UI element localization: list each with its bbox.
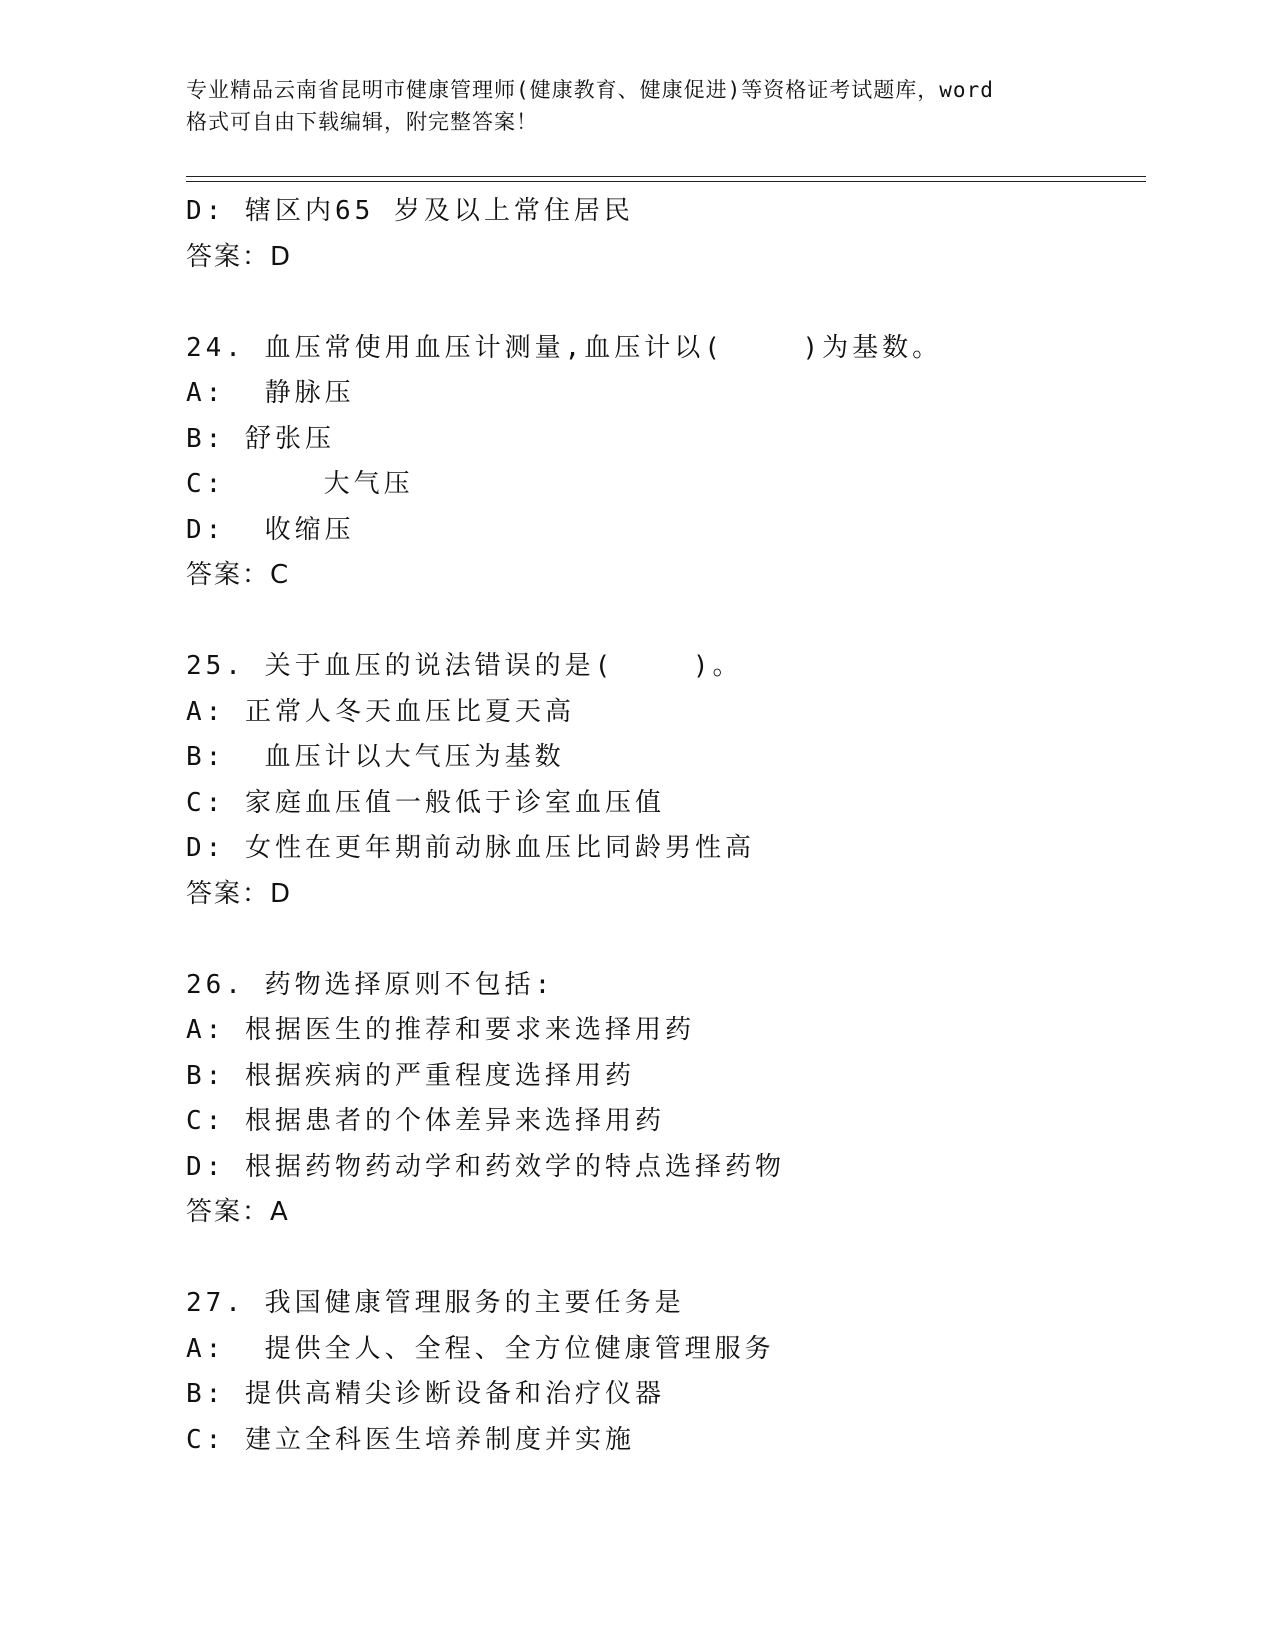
option-c: C: 建立全科医生培养制度并实施 xyxy=(186,1424,635,1455)
option-b: B: 血压计以大气压为基数 xyxy=(186,742,565,772)
question-stem: 26. 药物选择原则不包括: xyxy=(186,969,555,1000)
option-a: A: 静脉压 xyxy=(186,378,355,408)
question-list xyxy=(186,189,1146,1463)
question-stem: 25. 关于血压的说法错误的是( )。 xyxy=(186,651,743,681)
option-b: B: 根据疾病的严重程度选择用药 xyxy=(186,1060,635,1091)
question-stem: 27. 我国健康管理服务的主要任务是 xyxy=(186,1288,685,1318)
question-stem: 24. 血压常使用血压计测量,血压计以( )为基数。 xyxy=(186,332,943,363)
option-d: D: 根据药物药动学和药效学的特点选择药物 xyxy=(186,1151,785,1182)
option-d: D: 女性在更年期前动脉血压比同龄男性高 xyxy=(186,833,755,863)
header-divider-bottom xyxy=(186,181,1146,182)
option-a: A: 提供全人、全程、全方位健康管理服务 xyxy=(186,1333,775,1364)
header-divider-top xyxy=(186,176,1146,177)
option-c: C: 根据患者的个体差异来选择用药 xyxy=(186,1106,665,1136)
spacer xyxy=(186,1236,1146,1282)
answer: 答案：A xyxy=(186,1197,290,1227)
option-c: C: 大气压 xyxy=(186,469,414,499)
spacer xyxy=(186,599,1146,645)
answer: 答案：D xyxy=(186,241,293,272)
option-d: D: 辖区内65 岁及以上常住居民 xyxy=(186,196,634,226)
option-b: B: 提供高精尖诊断设备和治疗仪器 xyxy=(186,1379,665,1409)
option-c: C: 家庭血压值一般低于诊室血压值 xyxy=(186,787,665,818)
spacer xyxy=(186,917,1146,963)
answer: 答案：D xyxy=(186,878,293,909)
option-b: B: 舒张压 xyxy=(186,423,335,454)
option-a: A: 根据医生的推荐和要求来选择用药 xyxy=(186,1015,695,1045)
option-a: A: 正常人冬天血压比夏天高 xyxy=(186,696,575,727)
page-header: 专业精品云南省昆明市健康管理师(健康教育、健康促进)等资格证考试题库，word 格式可自由下载编辑，附完整答案！ xyxy=(186,78,994,134)
option-d: D: 收缩压 xyxy=(186,514,355,545)
spacer xyxy=(186,280,1146,326)
answer: 答案：C xyxy=(186,560,291,590)
